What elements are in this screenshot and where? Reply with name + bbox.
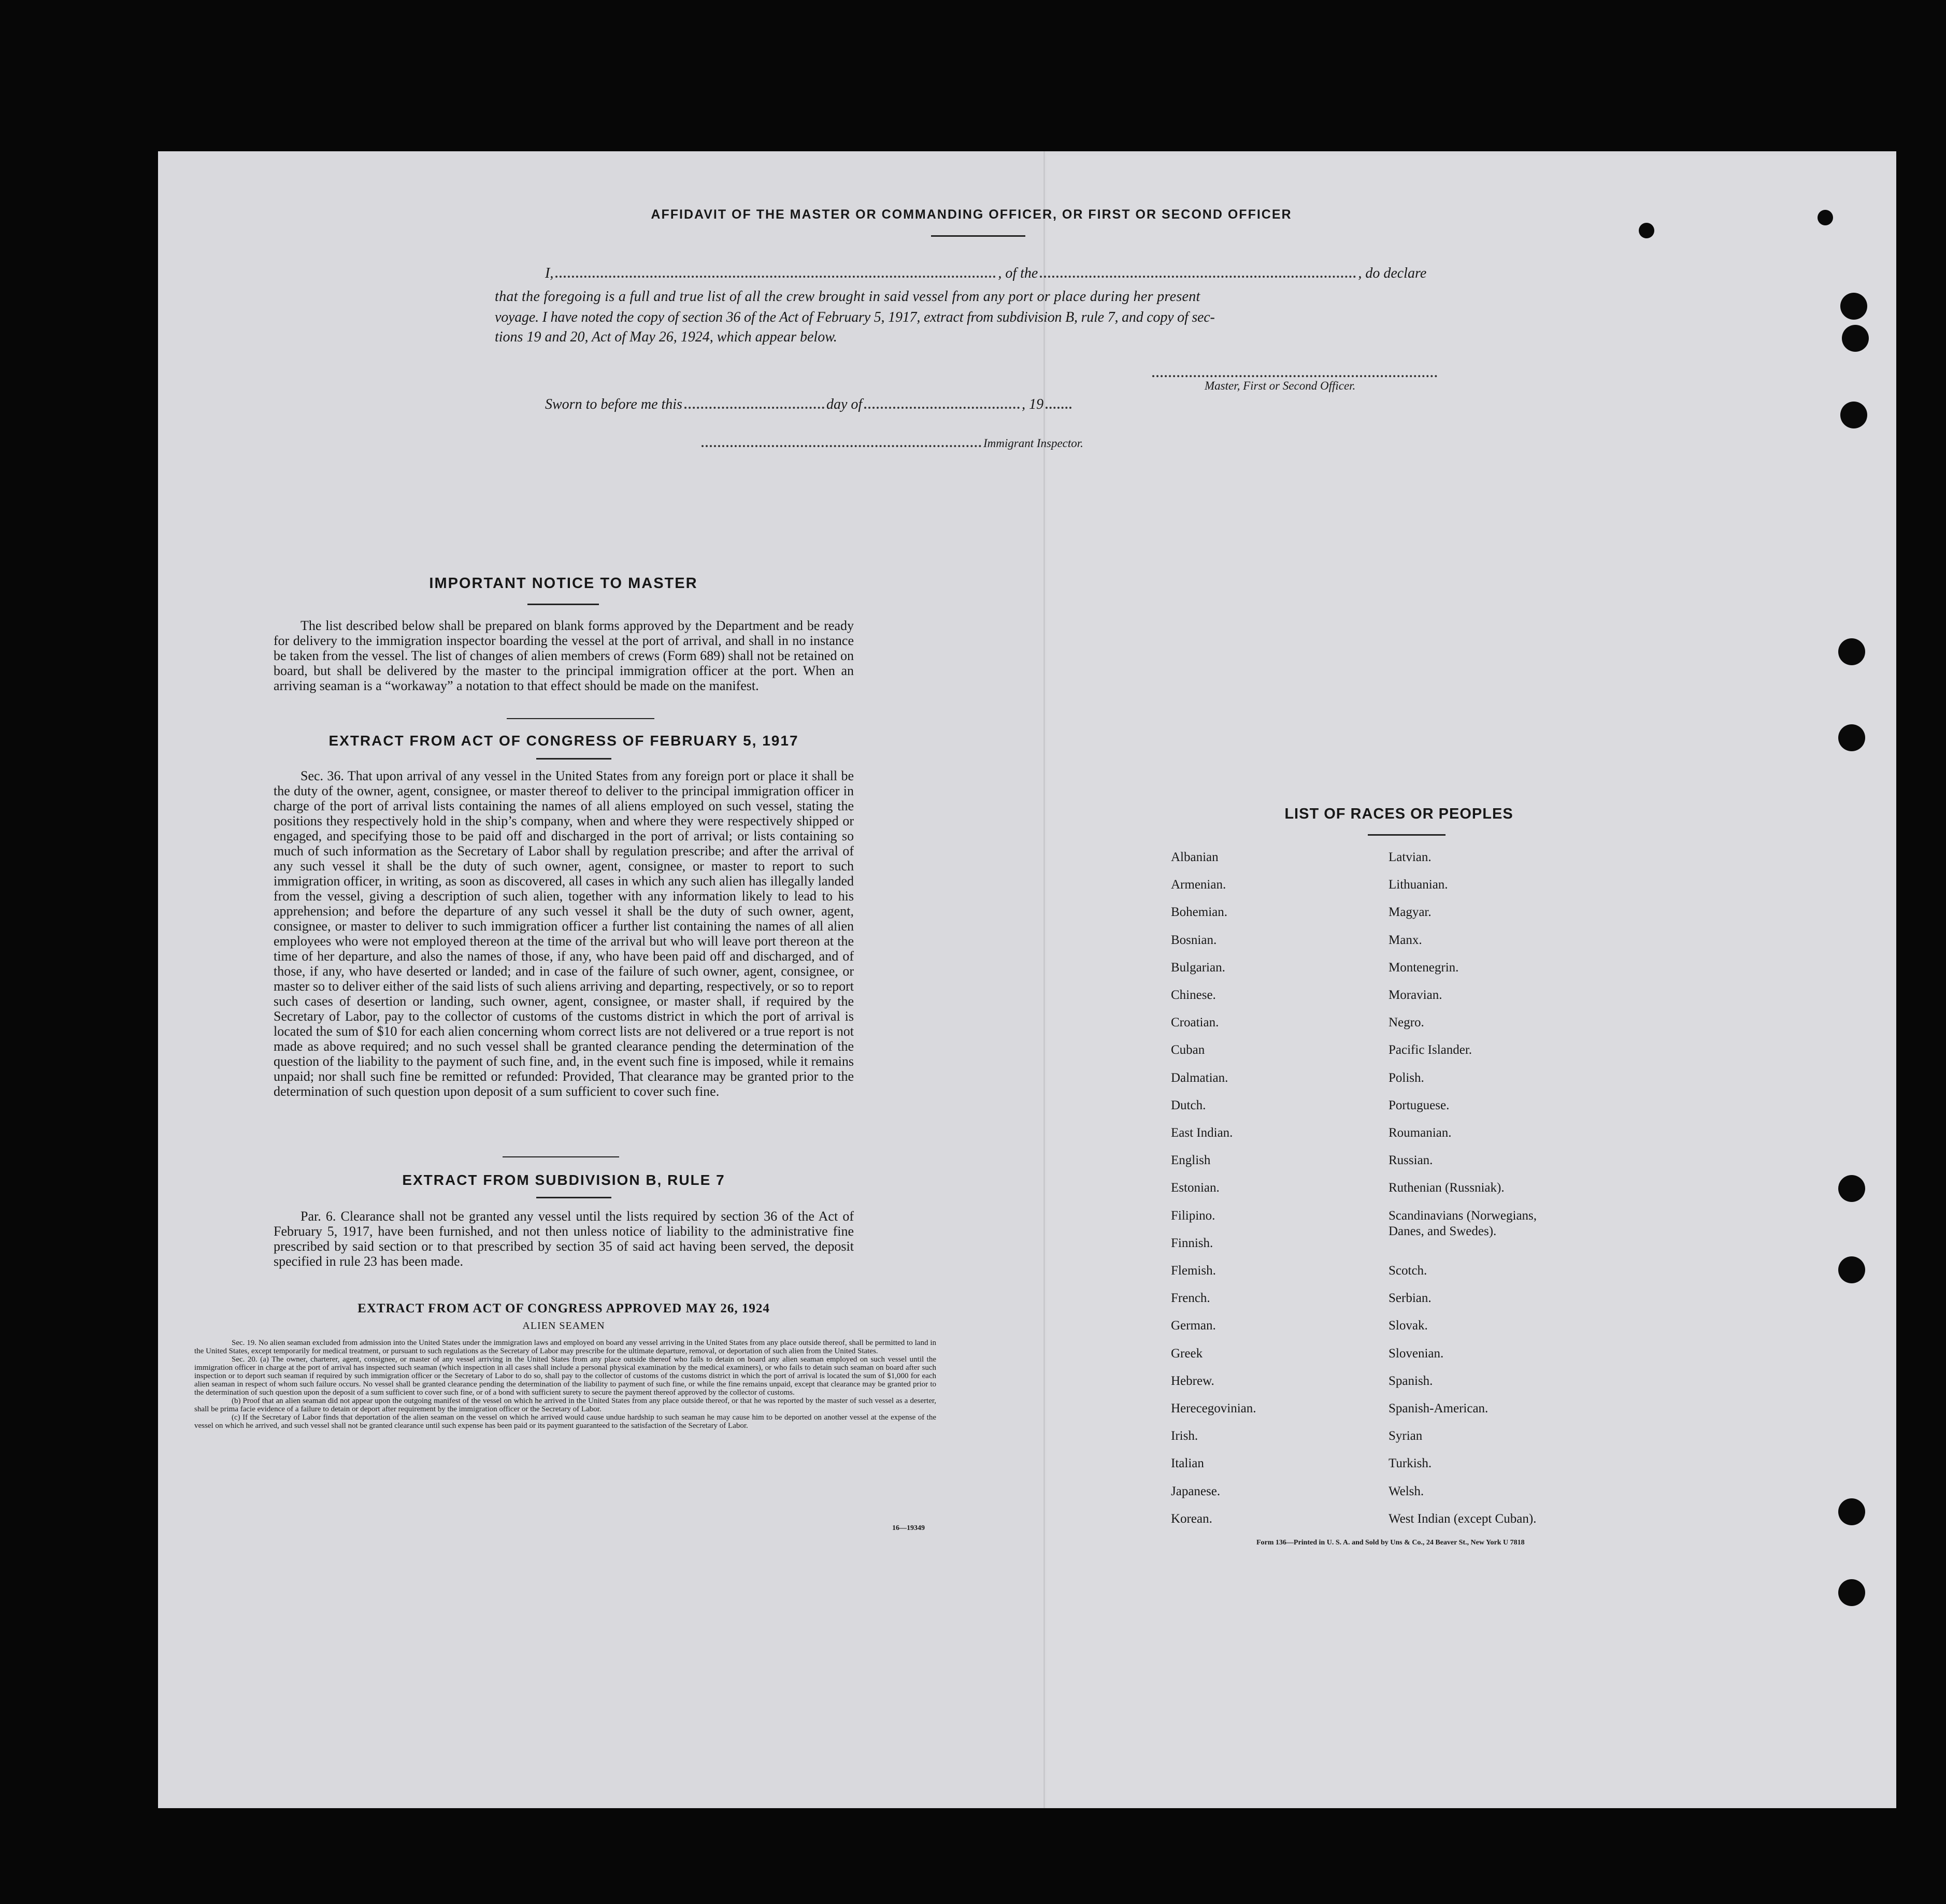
race-item: Greek xyxy=(1171,1346,1203,1361)
race-item: Moravian. xyxy=(1389,988,1442,1002)
race-item: Armenian. xyxy=(1171,878,1226,892)
form-footer: Form 136—Printed in U. S. A. and Sold by Uns & Co., 24 Beaver St., New York U 7818 xyxy=(1256,1539,1525,1547)
race-item: Filipino. xyxy=(1171,1208,1215,1223)
race-item: German. xyxy=(1171,1319,1216,1333)
races-title: LIST OF RACES OR PEOPLES xyxy=(1284,806,1513,822)
race-item: Albanian xyxy=(1171,850,1219,864)
punch-hole xyxy=(1842,325,1869,352)
race-item: Welsh. xyxy=(1389,1484,1424,1498)
punch-hole xyxy=(1838,1256,1865,1283)
punch-hole xyxy=(1840,402,1867,428)
affidavit-title: AFFIDAVIT OF THE MASTER OR COMMANDING OFFICER, OR FIRST OR SECOND OFFICER xyxy=(651,207,1292,222)
race-item: Latvian. xyxy=(1389,850,1432,864)
race-item: Scotch. xyxy=(1389,1264,1427,1278)
race-item: Scandinavians (Norwegians, Danes, and Swedes). xyxy=(1389,1208,1537,1238)
sworn-year-blank[interactable] xyxy=(1046,399,1071,409)
notice-body: The list described below shall be prepared on blank forms approved by the Department and be ready for delivery to the immigration inspector boarding the vessel at the port of arrival, and shall in no instance be taken from the vessel. The list of changes of alien members of crews (Form 689) shall not be retained on board, but shall be delivered by the master to the principal immigration officer at the port. When an arriving seaman is a “workaway” a notation to that effect should be made on the manifest. xyxy=(274,618,854,693)
race-item: Hebrew. xyxy=(1171,1373,1214,1388)
extract-1917-title: EXTRACT FROM ACT OF CONGRESS OF FEBRUARY 5, 1917 xyxy=(328,733,799,749)
notice-end-rule xyxy=(507,718,654,719)
race-item: Turkish. xyxy=(1389,1456,1432,1471)
sworn-line: Sworn to before me this day of , 19 xyxy=(545,396,1074,413)
race-item: Japanese. xyxy=(1171,1484,1221,1498)
race-item: Italian xyxy=(1171,1456,1204,1471)
race-item: French. xyxy=(1171,1291,1210,1306)
race-item: Polish. xyxy=(1389,1070,1424,1085)
races-rule xyxy=(1368,834,1446,836)
race-item: Herecegovinian. xyxy=(1171,1401,1256,1415)
punch-hole xyxy=(1838,724,1865,751)
race-item: Syrian xyxy=(1389,1429,1423,1443)
race-item: Chinese. xyxy=(1171,988,1216,1002)
race-item: Croatian. xyxy=(1171,1015,1219,1030)
rule7-body: Par. 6. Clearance shall not be granted any vessel until the lists required by section 36 of the Act of February 5, 1917, have been furnished, and not then unless notice of liability to the administrative fine prescribed by said section or to that prescribed by section 35 of said act having been served, the deposit specified in rule 23 has been made. xyxy=(274,1209,854,1269)
paper-right-half xyxy=(1047,155,1896,1808)
race-item: Bohemian. xyxy=(1171,905,1228,920)
notice-title: IMPORTANT NOTICE TO MASTER xyxy=(429,575,698,592)
punch-hole xyxy=(1818,210,1833,225)
race-item: Dalmatian. xyxy=(1171,1070,1228,1085)
affidavit-line-1: I, , of the , do declare xyxy=(545,265,1427,281)
race-item: Finnish. xyxy=(1171,1236,1213,1250)
extract-1917-rule xyxy=(536,758,611,760)
race-item: Montenegrin. xyxy=(1389,960,1459,975)
race-item: Irish. xyxy=(1171,1429,1198,1443)
affidavit-line-2: that the foregoing is a full and true list of all the crew brought in said vessel from any port or place during her present xyxy=(495,289,1200,305)
rule7-title: EXTRACT FROM SUBDIVISION B, RULE 7 xyxy=(402,1172,725,1188)
notice-rule xyxy=(527,604,599,605)
extract-1917-body: Sec. 36. That upon arrival of any vessel in the United States from any foreign port or place it shall be the duty of the owner, agent, consignee, or master thereof to deliver to the principal immigration officer in charge of the port of arrival lists containing the names of all aliens employed on such vessel, stating the positions they respectively hold in the ship’s company, when and where they were respectively shipped or engaged, and specifying those to be paid off and discharged in the port of arrival; or lists containing so much of such information as the Secretary of Labor shall by regulation prescribe; and after the arrival of any such vessel it shall be the duty of such owner, agent, consignee, or master to report to such immigration officer, in writing, as soon as discovered, all cases in which any such alien has illegally landed from the vessel, giving a description of such alien, together with any information likely to lead to his apprehension; and before the departure of any such vessel it shall be the duty of such owner, agent, consignee, or master to deliver to such immigration officer a further list containing the names of all alien employees who were not employed thereon at the time of the arrival but who will leave port thereon at the time of her departure, and also the names of those, if any, who have been paid off and discharged, and of those, if any, who have deserted or landed; and in case of the failure of such owner, agent, consignee, or master so to deliver either of the said lists of such aliens arriving and departing, respectively, or so to report such cases of desertion or landing, such owner, agent, consignee, or master shall, if required by the Secretary of Labor, pay to the collector of customs of the customs district in which the port of arrival is located the sum of $10 for each alien concerning whom correct lists are not delivered or a true report is not made as above required; and no such vessel shall be granted clearance pending the determination of the question of the liability to the payment of such fine, and, in the event such fine is imposed, while it remains unpaid; nor shall such fine be remitted or refunded: Provided, That clearance may be granted prior to the determination of such question upon deposit of a sum sufficient to cover such fine. xyxy=(274,768,854,1099)
sec-19: Sec. 19. No alien seaman excluded from admission into the United States under the immigration laws and employed on board any vessel arriving in the United States from any place outside thereof, shall be permitted to land in the United States, except temporarily for medical treatment, or pursuant to such regulations as the Secretary of Labor may prescribe for the ultimate departure, removal, or deportation of such alien from the United States. xyxy=(194,1339,936,1355)
punch-hole xyxy=(1838,1579,1865,1606)
race-item: Negro. xyxy=(1389,1015,1424,1030)
vessel-blank[interactable] xyxy=(1040,268,1356,278)
officer-signature-line[interactable] xyxy=(1152,368,1437,377)
punch-hole xyxy=(1838,638,1865,665)
officer-caption: Master, First or Second Officer. xyxy=(1205,379,1356,392)
title-rule xyxy=(931,235,1025,237)
race-item: Pacific Islander. xyxy=(1389,1043,1472,1057)
race-item: Slovak. xyxy=(1389,1319,1428,1333)
race-item: Spanish. xyxy=(1389,1373,1433,1388)
rule7-rule xyxy=(536,1197,611,1198)
sec-20b: (b) Proof that an alien seaman did not appear upon the outgoing manifest of the vessel on which he arrived in the United States from any place outside thereof, or that he was reported by the master of such vessel as a deserter, shall be prima facie evidence of a failure to detain or deport after requirement by the immigration officer or the Secretary of Labor. xyxy=(194,1397,936,1413)
race-item: Dutch. xyxy=(1171,1098,1206,1112)
punch-hole xyxy=(1838,1498,1865,1525)
inspector-signature-blank[interactable] xyxy=(702,438,981,447)
race-item: Ruthenian (Russniak). xyxy=(1389,1181,1505,1195)
race-item: Russian. xyxy=(1389,1153,1433,1168)
race-item: Serbian. xyxy=(1389,1291,1432,1306)
race-item: Lithuanian. xyxy=(1389,878,1448,892)
sec-20a: Sec. 20. (a) The owner, charterer, agent, consignee, or master of any vessel arriving in the United States from any place outside thereof who fails to detain on board any alien seaman employed on such vessel until the immigration officer in charge at the port of arrival has inspected such seaman (which inspection in all cases shall include a personal physical examination by the medical examiners), or who fails to detain such seaman on board after such inspection or to deport such seaman if required by such immigration officer or the Secretary of Labor to do so, shall pay to the collector of customs of the customs district in which the port of arrival is located the sum of $1,000 for each alien seaman in respect of whom such failure occurs. No vessel shall be granted clearance pending the determination of the liability to payment of such fine, or while the fine remains unpaid, except that clearance may be granted prior to the determination of such question upon the deposit of a sum sufficient to cover such fine, or of a bond with sufficient surety to secure the payment thereof approved by the collector of customs. xyxy=(194,1355,936,1397)
race-item: Roumanian. xyxy=(1389,1126,1452,1140)
race-item: Slovenian. xyxy=(1389,1346,1444,1361)
extract-1917-end-rule xyxy=(503,1156,619,1157)
race-item: Bulgarian. xyxy=(1171,960,1225,975)
affidavit-line-4: tions 19 and 20, Act of May 26, 1924, which appear below. xyxy=(495,329,837,345)
extract-1924-subtitle: ALIEN SEAMEN xyxy=(522,1320,605,1332)
extract-1924-title: EXTRACT FROM ACT OF CONGRESS APPROVED MAY 26, 1924 xyxy=(357,1301,770,1315)
race-item: Estonian. xyxy=(1171,1181,1220,1195)
race-item: English xyxy=(1171,1153,1211,1168)
race-item: West Indian (except Cuban). xyxy=(1389,1511,1537,1526)
inspector-line: Immigrant Inspector. xyxy=(699,437,1083,450)
race-item: Flemish. xyxy=(1171,1264,1216,1278)
sec-20c: (c) If the Secretary of Labor finds that deportation of the alien seaman on the vessel on which he arrived would cause undue hardship to such seaman he may cause him to be deported on another vessel at the expense of the vessel on which he arrived, and such vessel shall not be granted clearance until such expense has been paid or its payment guaranteed to the satisfaction of the Secretary of Labor. xyxy=(194,1413,936,1430)
punch-hole xyxy=(1838,1175,1865,1202)
extract-1924-sections xyxy=(194,1339,936,1430)
race-item: Portuguese. xyxy=(1389,1098,1450,1112)
race-item: Manx. xyxy=(1389,933,1422,947)
print-code: 16—19349 xyxy=(892,1524,925,1532)
race-item: East Indian. xyxy=(1171,1126,1233,1140)
punch-hole xyxy=(1840,293,1867,320)
race-item: Cuban xyxy=(1171,1043,1205,1057)
name-blank[interactable] xyxy=(555,268,996,278)
race-item: Spanish-American. xyxy=(1389,1401,1489,1415)
punch-hole xyxy=(1639,223,1654,238)
sworn-month-blank[interactable] xyxy=(864,399,1020,409)
race-item: Bosnian. xyxy=(1171,933,1217,947)
race-item: Magyar. xyxy=(1389,905,1432,920)
affidavit-line-3: voyage. I have noted the copy of section 36 of the Act of February 5, 1917, extract from subdivision B, rule 7, and copy of sec- xyxy=(495,309,1215,325)
race-item: Korean. xyxy=(1171,1511,1212,1526)
sworn-day-blank[interactable] xyxy=(684,399,824,409)
